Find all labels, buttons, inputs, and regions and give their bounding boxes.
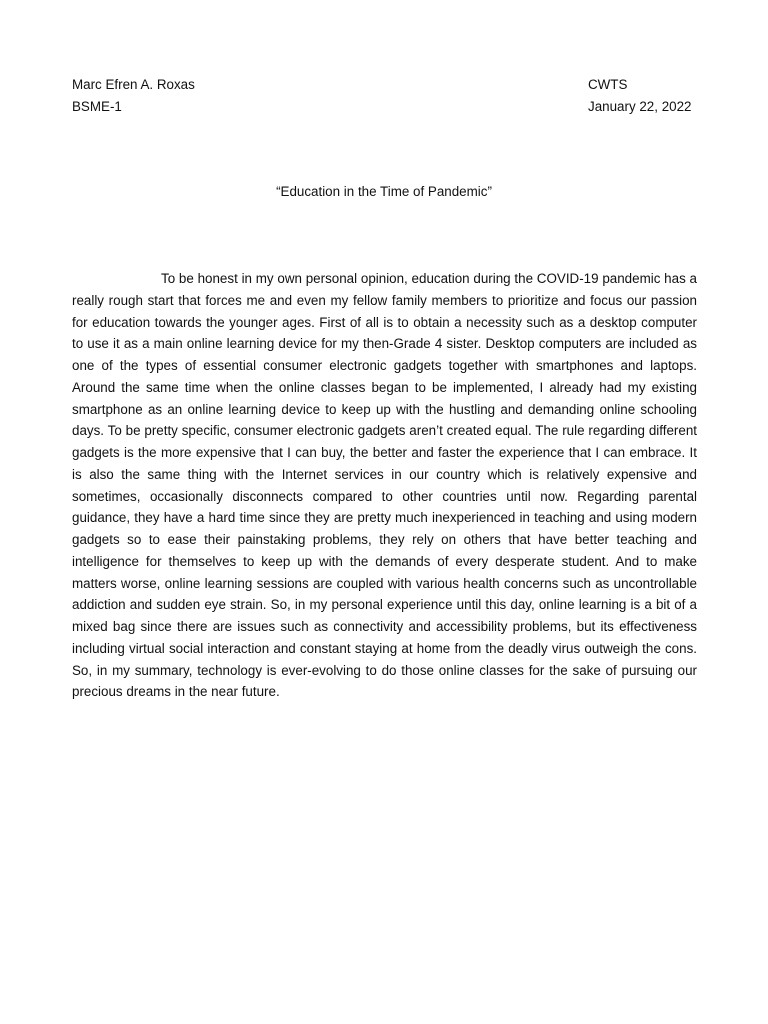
date-label: January 22, 2022 bbox=[588, 98, 692, 114]
body-paragraph: To be honest in my own personal opinion, education during the COVID-19 pandemic has a really rough start that forces me and even my fellow family members to prioritize and focus our passion for education towards the younger ages. First of all is to obtain a necessity such as a desktop computer to use it as a main online learning device for my then-Grade 4 sister. Desktop computers are included as one of the types of essential consumer electronic gadgets together with smartphones and laptops. Around the same time when the online classes began to be implemented, I already had my existing smartphone as an online learning device to keep up with the hustling and demanding online schooling days. To be pretty specific, consumer electronic gadgets aren’t created equal. The rule regarding different gadgets is the more expensive that I can buy, the better and faster the experience that I can embrace. It is also the same thing with the Internet services in our country which is relatively expensive and sometimes, occasionally disconnects compared to other countries until now. Regarding parental guidance, they have a hard time since they are pretty much inexperienced in teaching and using modern gadgets so to ease their painstaking problems, they rely on others that have better teaching and intelligence for themselves to keep up with the demands of every desperate student. And to make matters worse, online learning sessions are coupled with various health concerns such as uncontrollable addiction and sudden eye strain. So, in my personal experience until this day, online learning is a bit of a mixed bag since there are issues such as connectivity and accessibility problems, but its effectiveness including virtual social interaction and constant staying at home from the deadly virus outweigh the cons. So, in my summary, technology is ever-evolving to do those online classes for the sake of pursuing our precious dreams in the near future. bbox=[72, 271, 697, 700]
header-left-block bbox=[72, 74, 195, 117]
section-label: BSME-1 bbox=[72, 98, 122, 114]
header-right-block bbox=[588, 74, 691, 117]
author-name: Marc Efren A. Roxas bbox=[72, 77, 195, 92]
document-title: “Education in the Time of Pandemic” bbox=[276, 184, 492, 199]
course-label: CWTS bbox=[588, 77, 628, 92]
